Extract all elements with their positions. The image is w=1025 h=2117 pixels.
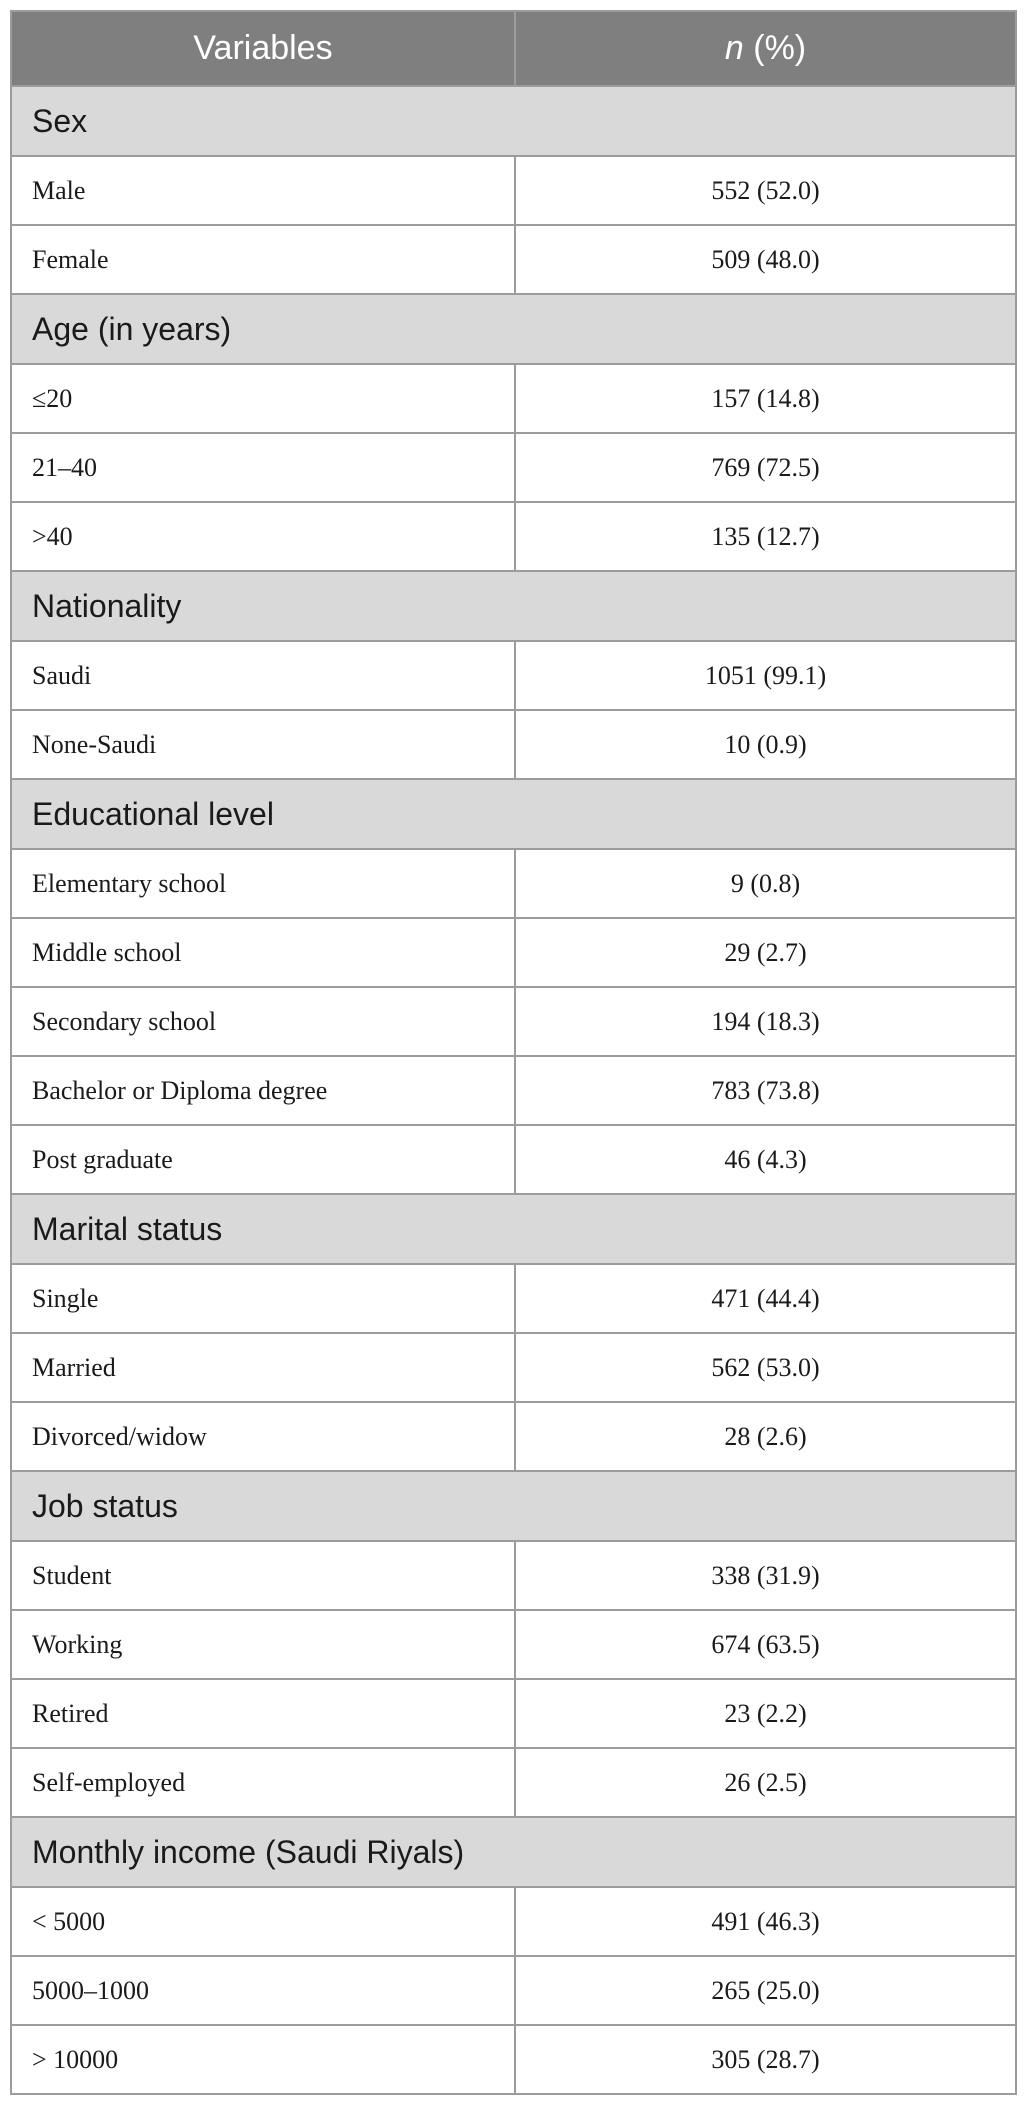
row-label: Married (11, 1333, 515, 1402)
table-row (11, 1610, 1016, 1679)
table-row (11, 641, 1016, 710)
row-value: 10 (0.9) (515, 710, 1016, 779)
table-row (11, 1887, 1016, 1956)
table-row (11, 1125, 1016, 1194)
row-value: 265 (25.0) (515, 1956, 1016, 2025)
header-percent: (%) (743, 29, 807, 67)
row-label: Bachelor or Diploma degree (11, 1056, 515, 1125)
row-value: 135 (12.7) (515, 502, 1016, 571)
table-body (11, 86, 1016, 2094)
row-label: Elementary school (11, 849, 515, 918)
row-label: Middle school (11, 918, 515, 987)
header-n-percent (515, 11, 1016, 86)
table-row (11, 1402, 1016, 1471)
table-row (11, 1333, 1016, 1402)
header-row (11, 11, 1016, 86)
table-row (11, 1541, 1016, 1610)
table-row (11, 987, 1016, 1056)
row-label: >40 (11, 502, 515, 571)
row-label: Student (11, 1541, 515, 1610)
table-row (11, 1748, 1016, 1817)
row-value: 783 (73.8) (515, 1056, 1016, 1125)
row-value: 29 (2.7) (515, 918, 1016, 987)
row-value: 28 (2.6) (515, 1402, 1016, 1471)
table-row (11, 918, 1016, 987)
row-value: 509 (48.0) (515, 225, 1016, 294)
table-row (11, 364, 1016, 433)
row-label: Male (11, 156, 515, 225)
row-label: < 5000 (11, 1887, 515, 1956)
row-value: 491 (46.3) (515, 1887, 1016, 1956)
row-value: 194 (18.3) (515, 987, 1016, 1056)
table-row (11, 433, 1016, 502)
row-label: None-Saudi (11, 710, 515, 779)
row-value: 23 (2.2) (515, 1679, 1016, 1748)
table-row (11, 1679, 1016, 1748)
row-value: 46 (4.3) (515, 1125, 1016, 1194)
table-row (11, 225, 1016, 294)
row-value: 1051 (99.1) (515, 641, 1016, 710)
row-value: 471 (44.4) (515, 1264, 1016, 1333)
section-title: Job status (11, 1471, 1016, 1541)
section-title: Marital status (11, 1194, 1016, 1264)
table-row (11, 1264, 1016, 1333)
header-n: n (724, 29, 744, 67)
row-label: Divorced/widow (11, 1402, 515, 1471)
section-row (11, 571, 1016, 641)
section-title: Sex (11, 86, 1016, 156)
table-row (11, 2025, 1016, 2094)
section-row (11, 779, 1016, 849)
row-value: 305 (28.7) (515, 2025, 1016, 2094)
section-row (11, 1471, 1016, 1541)
row-label: 5000–1000 (11, 1956, 515, 2025)
row-label: Post graduate (11, 1125, 515, 1194)
demographics-table-container (10, 10, 1015, 2095)
row-value: 26 (2.5) (515, 1748, 1016, 1817)
table-header (11, 11, 1016, 86)
table-row (11, 156, 1016, 225)
row-label: Retired (11, 1679, 515, 1748)
row-value: 674 (63.5) (515, 1610, 1016, 1679)
table-row (11, 1956, 1016, 2025)
row-value: 157 (14.8) (515, 364, 1016, 433)
demographics-table (10, 10, 1017, 2095)
row-label: Secondary school (11, 987, 515, 1056)
section-title: Monthly income (Saudi Riyals) (11, 1817, 1016, 1887)
row-label: ≤20 (11, 364, 515, 433)
section-row (11, 86, 1016, 156)
table-row (11, 710, 1016, 779)
row-label: Self-employed (11, 1748, 515, 1817)
row-label: Working (11, 1610, 515, 1679)
row-label: Saudi (11, 641, 515, 710)
section-row (11, 1817, 1016, 1887)
header-variables: Variables (11, 11, 515, 86)
row-label: 21–40 (11, 433, 515, 502)
row-value: 562 (53.0) (515, 1333, 1016, 1402)
section-row (11, 294, 1016, 364)
row-value: 9 (0.8) (515, 849, 1016, 918)
table-row (11, 1056, 1016, 1125)
row-label: > 10000 (11, 2025, 515, 2094)
row-value: 769 (72.5) (515, 433, 1016, 502)
row-label: Single (11, 1264, 515, 1333)
row-value: 552 (52.0) (515, 156, 1016, 225)
section-row (11, 1194, 1016, 1264)
section-title: Educational level (11, 779, 1016, 849)
section-title: Nationality (11, 571, 1016, 641)
table-row (11, 849, 1016, 918)
row-label: Female (11, 225, 515, 294)
section-title: Age (in years) (11, 294, 1016, 364)
row-value: 338 (31.9) (515, 1541, 1016, 1610)
table-row (11, 502, 1016, 571)
